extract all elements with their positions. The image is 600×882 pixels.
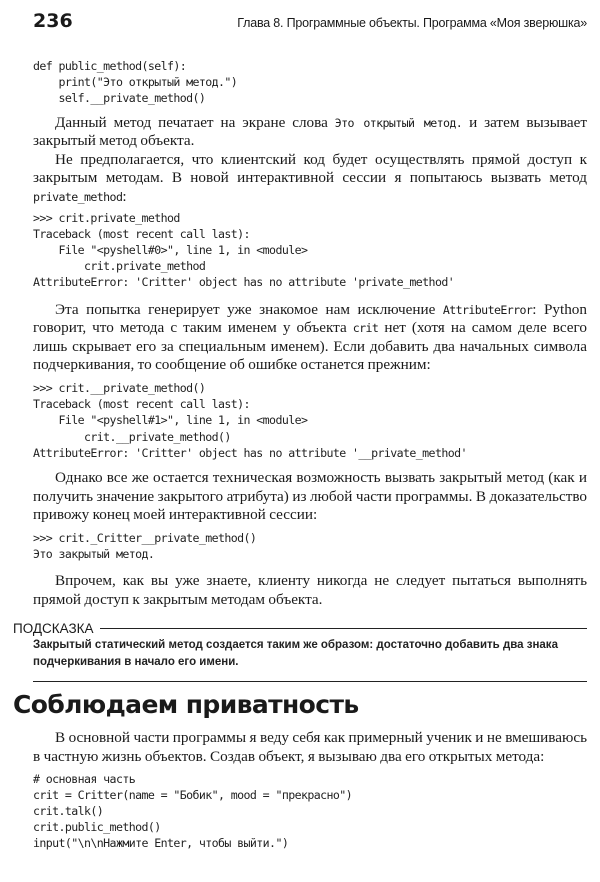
paragraph: В основной части программы я веду себя как примерный ученик и не вмешиваюсь в частную жизнь объектов. Создав объект, я вызываю два его открытых метода: (33, 729, 587, 765)
paragraph (33, 114, 587, 151)
hint-box (13, 619, 587, 682)
running-title: Глава 8. Программные объекты. Программа «Моя зверюшка» (237, 16, 587, 30)
code-line: crit.private_method (33, 259, 206, 274)
text: : (122, 187, 127, 205)
code-line: File "<pyshell#1>", line 1, in <module> (33, 413, 308, 428)
code-line: crit.__private_method() (33, 429, 231, 444)
code-block-public-method (33, 58, 587, 107)
text: нет (хотя на самом деле всего лишь скрывает его за специальным именем). Если добавить два начальных символа подчеркивания, то сообщение об ошибке останется прежним: (33, 319, 587, 374)
code-line: crit.talk() (33, 803, 104, 818)
code-line: def public_method(self): (33, 59, 187, 73)
section-heading: Соблюдаем приватность (13, 690, 359, 720)
code-line: crit.public_method() (33, 820, 161, 835)
paragraph: Впрочем, как вы уже знаете, клиенту никогда не следует пытаться выполнять прямой доступ к закрытым методам объекта. (33, 572, 587, 608)
text: Данный метод печатает на экране слова (55, 113, 335, 131)
code-line: >>> crit.__private_method() (33, 380, 206, 395)
hint-title: ПОДСКАЗКА (13, 620, 94, 636)
code-line: print("Это открытый метод.") (33, 75, 238, 90)
paragraph: Однако все же остается техническая возможность вызвать закрытый метод (как и получить значение закрытого атрибута) из любой части программы. В доказательство привожу конец моей интерактивной сессии: (33, 468, 587, 524)
code-line: >>> crit.private_method (33, 210, 180, 225)
code-line: >>> crit._Critter__private_method() (33, 530, 257, 545)
hint-text: Закрытый статический метод создается таким же образом: достаточно добавить два знака подчеркивания в начало его имени. (33, 639, 558, 669)
inline-code: AttributeError (442, 302, 533, 317)
code-line: input("\n\nНажмите Enter, чтобы выйти.") (33, 836, 289, 851)
text: : Python говорит, что метода с таким именем у объекта (33, 300, 587, 337)
text: Не предполагается, что клиентский код будет осуществлять прямой доступ к закрытым методам. В новой интерактивной сессии я попытаюсь вызвать метод (33, 150, 587, 187)
page-number: 236 (33, 10, 73, 32)
text: и затем вызывает закрытый метод объекта. (33, 113, 587, 150)
paragraph (33, 151, 587, 207)
code-block-mangled-call (33, 530, 587, 562)
inline-code: crit (352, 321, 379, 336)
hint-top-rule (100, 628, 587, 629)
hint-bottom-rule (33, 681, 587, 682)
code-line: crit = Critter(name = "Бобик", mood = "прекрасно") (33, 787, 353, 802)
inline-code: private_method (33, 189, 123, 204)
inline-code: Это открытый метод. (334, 115, 463, 130)
code-line: self.__private_method() (33, 91, 206, 106)
code-block-traceback-2 (33, 380, 587, 461)
code-line: Traceback (most recent call last): (33, 226, 250, 241)
code-line: Это закрытый метод. (33, 546, 155, 561)
code-line: Traceback (most recent call last): (33, 397, 250, 412)
code-line: AttributeError: 'Critter' object has no attribute '__private_method' (33, 445, 467, 460)
page-header (33, 10, 587, 58)
hint-header (13, 619, 587, 637)
paragraph (33, 301, 587, 375)
code-block-traceback-1 (33, 210, 587, 291)
code-line: File "<pyshell#0>", line 1, in <module> (33, 242, 308, 257)
text: Эта попытка генерирует уже знакомое нам исключение (55, 300, 443, 318)
code-line: AttributeError: 'Critter' object has no attribute 'private_method' (33, 275, 455, 290)
code-block-main (33, 771, 587, 852)
code-line: # основная часть (33, 771, 136, 786)
